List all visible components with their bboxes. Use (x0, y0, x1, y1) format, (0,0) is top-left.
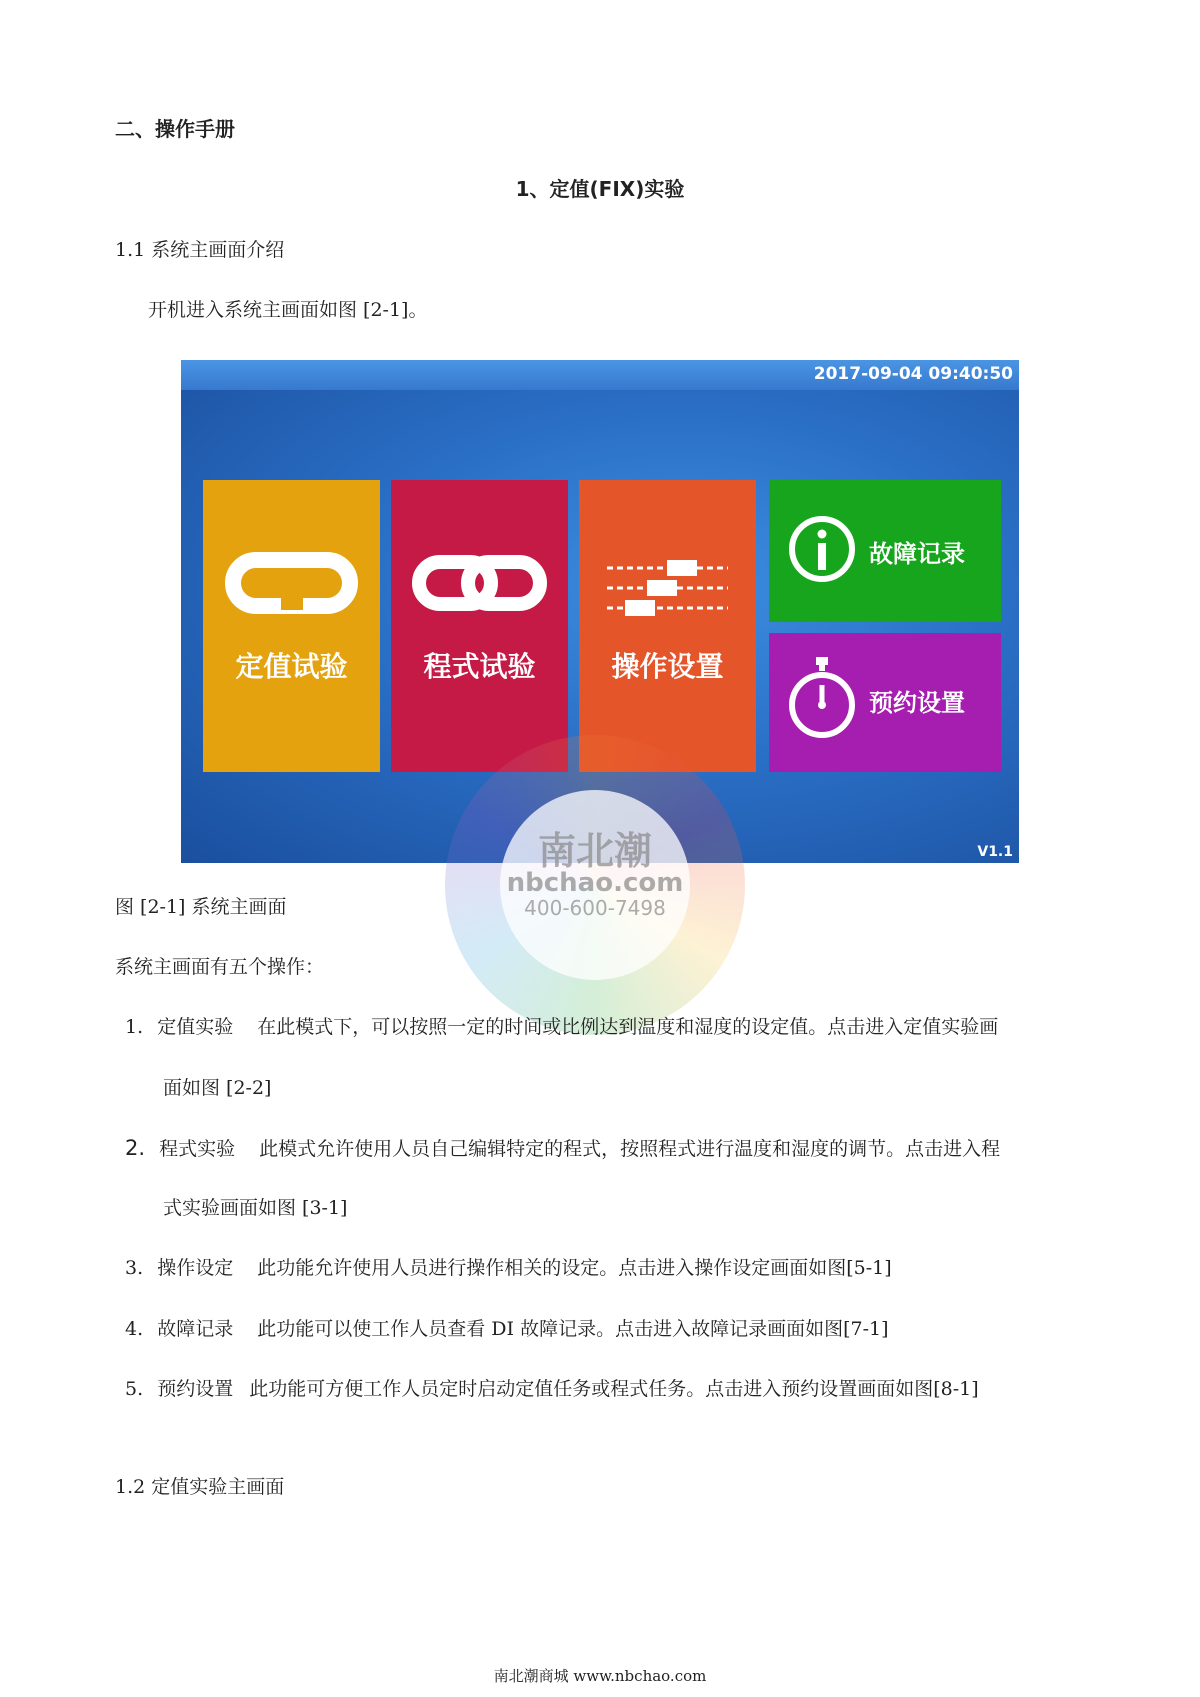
linked-chain-icon (411, 550, 548, 616)
info-icon (787, 514, 857, 584)
page-footer: 南北潮商城 www.nbchao.com (493, 1667, 707, 1685)
item-description-continued: 式实验画面如图 [3-1] (163, 1197, 348, 1219)
watermark-domain: nbchao.com (506, 868, 684, 898)
version-label: V1.1 (977, 844, 1013, 860)
item-description: 在此模式下，可以按照一定的时间或比例达到温度和湿度的设定值。点击进入定值实验画 (257, 1016, 999, 1038)
watermark-phone: 400-600-7498 (524, 896, 666, 920)
item-number: 2. (125, 1136, 146, 1160)
datetime-display: 2017-09-04 09:40:50 (813, 364, 1013, 384)
fixed-test-label: 定值试验 (235, 650, 348, 683)
list-item (125, 1015, 998, 1039)
item-number: 5. (125, 1378, 144, 1400)
schedule-settings-tile[interactable] (769, 633, 1001, 772)
item-name: 操作设定 (157, 1257, 234, 1279)
list-item (125, 1317, 889, 1341)
intro-paragraph: 开机进入系统主画面如图 [2-1]。 (148, 299, 428, 321)
subsection-title-1: 1.1 系统主画面介绍 (115, 239, 285, 261)
list-item (125, 1136, 1000, 1161)
watermark-name: 南北潮 (537, 829, 652, 873)
figure-caption: 图 [2-1] 系统主画面 (115, 896, 287, 918)
fixed-test-tile[interactable] (203, 480, 380, 772)
item-name: 程式实验 (159, 1138, 236, 1160)
list-item (125, 1377, 979, 1401)
item-description-continued: 面如图 [2-2] (163, 1077, 272, 1099)
item-number: 4. (125, 1318, 144, 1340)
item-description: 此功能允许使用人员进行操作相关的设定。点击进入操作设定画面如图[5-1] (257, 1257, 892, 1279)
item-name: 故障记录 (157, 1318, 234, 1340)
item-description: 此模式允许使用人员自己编辑特定的程式，按照程式进行温度和湿度的调节。点击进入程 (259, 1138, 1001, 1160)
item-name: 预约设置 (157, 1378, 234, 1400)
stopwatch-icon (787, 657, 857, 741)
list-item (125, 1256, 892, 1280)
operation-settings-tile[interactable] (579, 480, 756, 772)
item-description: 此功能可以使工作人员查看 DI 故障记录。点击进入故障记录画面如图[7-1] (257, 1318, 889, 1340)
sliders-icon (607, 558, 728, 618)
item-number: 1. (125, 1016, 144, 1038)
subsection-title-2: 1.2 定值实验主画面 (115, 1476, 285, 1498)
fault-record-label: 故障记录 (869, 540, 965, 568)
list-intro: 系统主画面有五个操作： (115, 956, 325, 978)
chapter-title: 1、定值(FIX)实验 (515, 177, 685, 201)
item-number: 3. (125, 1257, 144, 1279)
chain-link-icon (223, 550, 360, 616)
schedule-settings-label: 预约设置 (869, 689, 965, 717)
section-title: 二、操作手册 (115, 117, 235, 141)
item-description: 此功能可方便工作人员定时启动定值任务或程式任务。点击进入预约设置画面如图[8-1] (249, 1378, 979, 1400)
fault-record-tile[interactable] (769, 480, 1001, 622)
program-test-tile[interactable] (391, 480, 568, 772)
screen-title-bar (181, 360, 1019, 390)
item-name: 定值实验 (157, 1016, 234, 1038)
operation-settings-label: 操作设置 (611, 650, 724, 683)
program-test-label: 程式试验 (423, 650, 536, 683)
